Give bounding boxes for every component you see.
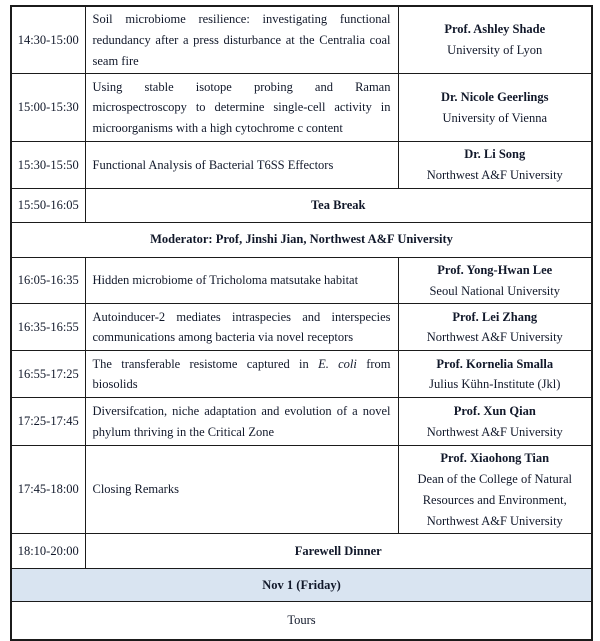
schedule-table <box>10 5 593 641</box>
speaker-affiliation: University of Vienna <box>442 110 548 125</box>
time-cell: 15:00-15:30 <box>11 74 85 142</box>
time-cell: 15:30-15:50 <box>11 142 85 189</box>
time-cell: 17:25-17:45 <box>11 398 85 446</box>
tours-label: Tours <box>11 602 592 640</box>
speaker-cell <box>398 351 592 398</box>
speaker-cell <box>398 304 592 351</box>
table-row <box>11 569 592 602</box>
speaker-name: Prof. Yong-Hwan Lee <box>437 262 553 277</box>
speaker-affiliation: Northwest A&F University <box>426 513 563 528</box>
speaker-cell <box>398 446 592 534</box>
table-row <box>11 602 592 640</box>
speaker-affiliation: Dean of the College of Natural Resources and Environment, <box>417 472 572 507</box>
speaker-name: Prof. Xun Qian <box>453 404 536 418</box>
speaker-name: Prof. Lei Zhang <box>452 309 538 324</box>
table-row <box>11 6 592 74</box>
talk-title-segment: The transferable resistome captured in <box>92 356 319 371</box>
table-row <box>11 222 592 257</box>
talk-title: Closing Remarks <box>85 446 398 534</box>
speaker-affiliation: Northwest A&F University <box>426 168 563 182</box>
speaker-affiliation: Northwest A&F University <box>426 424 563 439</box>
speaker-cell <box>398 6 592 74</box>
time-cell: 17:45-18:00 <box>11 446 85 534</box>
table-row <box>11 142 592 189</box>
table-row <box>11 351 592 398</box>
speaker-affiliation: Northwest A&F University <box>426 330 563 345</box>
time-cell: 16:35-16:55 <box>11 304 85 351</box>
talk-title: Diversifcation, niche adaptation and evolution of a novel phylum thriving in the Critical Zone <box>85 398 398 446</box>
talk-title: Using stable isotope probing and Raman microspectroscopy to determine single-cell activity in microorganisms with a high cytochrome c content <box>85 74 398 142</box>
time-cell: 16:05-16:35 <box>11 257 85 304</box>
table-row <box>11 188 592 222</box>
tea-break-label: Tea Break <box>85 188 592 222</box>
farewell-dinner-label: Farewell Dinner <box>85 534 592 569</box>
talk-title: Hidden microbiome of Tricholoma matsutake habitat <box>85 257 398 304</box>
speaker-cell <box>398 74 592 142</box>
time-cell: 14:30-15:00 <box>11 6 85 74</box>
table-row <box>11 446 592 534</box>
speaker-cell <box>398 257 592 304</box>
speaker-name: Dr. Nicole Geerlings <box>440 90 549 104</box>
speaker-cell <box>398 398 592 446</box>
speaker-name: Prof. Xiaohong Tian <box>440 451 550 466</box>
day-banner: Nov 1 (Friday) <box>11 569 592 602</box>
table-row <box>11 398 592 446</box>
table-row <box>11 74 592 142</box>
time-cell: 18:10-20:00 <box>11 534 85 569</box>
talk-title: Soil microbiome resilience: investigating functional redundancy after a press disturbance at the Centralia coal seam fire <box>85 6 398 74</box>
table-row <box>11 257 592 304</box>
time-cell: 16:55-17:25 <box>11 351 85 398</box>
table-row <box>11 304 592 351</box>
speaker-affiliation: Julius Kühn-Institute (Jkl) <box>429 377 561 392</box>
speaker-affiliation: Seoul National University <box>429 283 561 298</box>
talk-title-segment: from biosolids <box>92 356 391 392</box>
talk-title <box>85 351 398 398</box>
speaker-cell <box>398 142 592 189</box>
species-name-italic: E. coli <box>318 356 357 371</box>
speaker-name: Dr. Li Song <box>464 147 526 162</box>
talk-title: Functional Analysis of Bacterial T6SS Effectors <box>85 142 398 189</box>
moderator-banner: Moderator: Prof, Jinshi Jian, Northwest A&F University <box>11 222 592 257</box>
time-cell: 15:50-16:05 <box>11 188 85 222</box>
speaker-name: Prof. Ashley Shade <box>444 22 546 37</box>
speaker-affiliation: University of Lyon <box>447 43 543 58</box>
speaker-name: Prof. Kornelia Smalla <box>436 356 554 371</box>
talk-title: Autoinducer-2 mediates intraspecies and interspecies communications among bacteria via novel receptors <box>85 304 398 351</box>
table-row <box>11 534 592 569</box>
